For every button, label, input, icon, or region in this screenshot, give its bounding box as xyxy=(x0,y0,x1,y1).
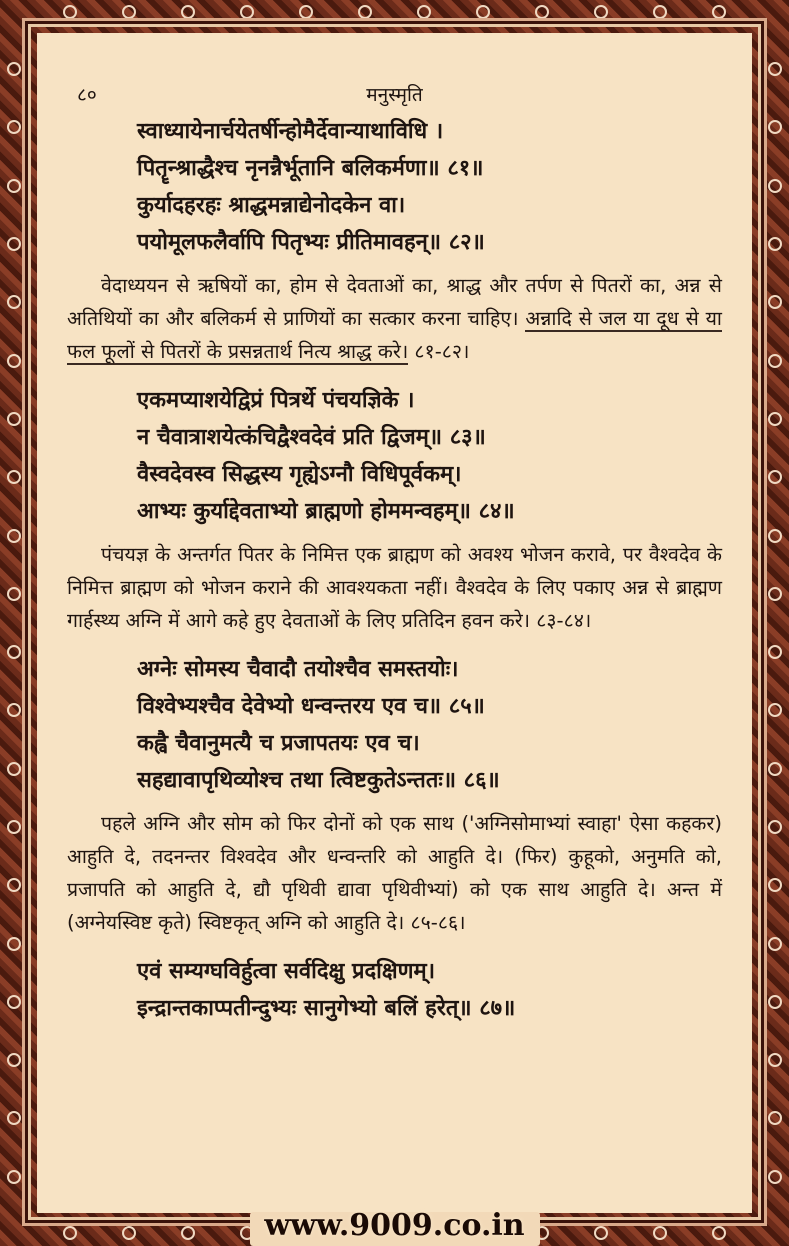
ornament-icon xyxy=(768,703,782,717)
verse-line: सहद्यावापृथिव्योश्च तथा त्विष्टकुतेऽन्ततः॥ ८६॥ xyxy=(137,768,500,793)
ornament-icon xyxy=(181,5,195,19)
ornament-icon xyxy=(768,179,782,193)
verse-line: अग्नेः सोमस्य चैवादौ तयोश्चैव समस्तयोः। xyxy=(137,657,459,682)
ornament-icon xyxy=(768,1111,782,1125)
ornament-icon xyxy=(768,878,782,892)
ornament-icon xyxy=(768,120,782,134)
ornament-icon xyxy=(768,995,782,1009)
ornament-icon xyxy=(7,237,21,251)
commentary-83-84 xyxy=(67,538,722,637)
ornament-icon xyxy=(768,295,782,309)
commentary-85-86 xyxy=(67,807,722,939)
ornament-icon xyxy=(63,5,77,19)
ornament-icon xyxy=(7,62,21,76)
ornament-icon xyxy=(476,5,490,19)
page-header xyxy=(67,73,722,107)
ornament-icon xyxy=(712,5,726,19)
commentary-81-82 xyxy=(67,269,722,368)
ornament-icon xyxy=(768,470,782,484)
ornament-icon xyxy=(768,645,782,659)
ornament-icon xyxy=(7,1111,21,1125)
commentary-ref: ८५-८६। xyxy=(410,911,466,934)
commentary-ref: ८३-८४। xyxy=(536,609,592,632)
ornament-icon xyxy=(7,1053,21,1067)
ornament-icon xyxy=(417,5,431,19)
ornament-icon xyxy=(7,1170,21,1184)
verse-line: कह्वै चैवानुमत्यै च प्रजापतयः एव च। xyxy=(137,731,420,756)
ornament-icon xyxy=(7,762,21,776)
frame-ornament-right xyxy=(766,40,784,1206)
book-page xyxy=(37,33,752,1213)
running-title: मनुस्मृति xyxy=(366,84,423,106)
ornament-icon xyxy=(7,878,21,892)
frame-ornament-top xyxy=(40,3,749,21)
commentary-underlined-text: अन्नादि से जल या दूध से या फल फूलों से पितरों के प्रसन्नतार्थ नित्य श्राद्ध करे। xyxy=(67,307,722,363)
ornament-icon xyxy=(7,645,21,659)
ornament-icon xyxy=(7,120,21,134)
ornament-icon xyxy=(7,995,21,1009)
ornament-icon xyxy=(768,62,782,76)
ornament-icon xyxy=(768,1053,782,1067)
ornament-icon xyxy=(768,354,782,368)
ornament-icon xyxy=(7,354,21,368)
ornament-icon xyxy=(768,529,782,543)
ornament-icon xyxy=(768,937,782,951)
ornament-icon xyxy=(240,5,254,19)
commentary-text: वेदाध्ययन से ऋषियों का, होम से देवताओं का, श्राद्ध और तर्पण से पितरों का, अन्न से अतिथियों का और बलिकर्म से प्राणियों का सत्कार करना चाहिए। xyxy=(67,274,722,330)
verse-line: वैस्वदेवस्व सिद्धस्य गृह्येऽग्नौ विधिपूर्वकम्। xyxy=(137,462,462,487)
ornament-icon xyxy=(653,5,667,19)
ornament-icon xyxy=(768,1170,782,1184)
ornament-icon xyxy=(7,587,21,601)
ornament-icon xyxy=(358,5,372,19)
verse-line: पितॄन्श्राद्धैश्च नृनन्नैर्भूतानि बलिकर्मणा॥ ८१॥ xyxy=(137,156,484,181)
page-number: ८० xyxy=(77,84,97,106)
ornament-icon xyxy=(768,237,782,251)
verse-line: विश्वेभ्यश्चैव देवेभ्यो धन्वन्तरय एव च॥ ८५॥ xyxy=(137,694,485,719)
verse-line: आभ्यः कुर्याद्देवताभ्यो ब्राह्मणो होममन्वहम्॥ ८४॥ xyxy=(137,499,515,524)
commentary-ref: ८१-८२। xyxy=(414,340,470,363)
verse-83-84 xyxy=(67,382,722,530)
verse-line: कुर्यादहरहः श्राद्धमन्नाद्येनोदकेन वा। xyxy=(137,193,406,218)
verse-85-86 xyxy=(67,651,722,799)
ornament-icon xyxy=(7,179,21,193)
frame-ornament-left xyxy=(5,40,23,1206)
ornament-icon xyxy=(768,762,782,776)
ornament-icon xyxy=(122,5,136,19)
ornament-icon xyxy=(7,295,21,309)
verse-line: एवं सम्यग्घविर्हुत्वा सर्वदिक्षु प्रदक्षिणम्। xyxy=(137,959,436,984)
ornament-icon xyxy=(7,937,21,951)
ornament-icon xyxy=(768,820,782,834)
ornament-icon xyxy=(7,529,21,543)
commentary-text: पंचयज्ञ के अन्तर्गत पितर के निमित्त एक ब्राह्मण को अवश्य भोजन करावे, पर वैश्वदेव के निमित्त ब्राह्मण को भोजन कराने की आवश्यकता नहीं। वैश्वदेव के लिए पकाए अन्न से ब्राह्मण गार्हस्थ्य अग्नि में आगे कहे हुए देवताओं के लिए प्रतिदिन हवन करे। xyxy=(67,543,722,632)
verse-line: पयोमूलफलैर्वापि पितृभ्यः प्रीतिमावहन्॥ ८२॥ xyxy=(137,230,485,255)
ornament-icon xyxy=(7,820,21,834)
ornament-icon xyxy=(299,5,313,19)
verse-line: इन्द्रान्तकाप्पतीन्दुभ्यः सानुगेभ्यो बलिं हरेत्॥ ८७॥ xyxy=(137,996,516,1021)
commentary-text: पहले अग्नि और सोम को फिर दोनों को एक साथ ('अग्निसोमाभ्यां स्वाहा' ऐसा कहकर) आहुति दे, तदनन्तर विश्वदेव और धन्वन्तरि को आहुति दे। (फिर) कुहूको, अनुमति को, प्रजापति को आहुति दे, द्यौ पृथिवी द्यावा पृथिवीभ्यां) को एक साथ आहुति दे। अन्त में (अग्नेयस्विष्ट कृते) स्विष्टकृत् अग्नि को आहुति दे। xyxy=(67,812,722,934)
ornament-icon xyxy=(768,412,782,426)
verse-87 xyxy=(67,953,722,1027)
verse-line: न चैवात्राशयेत्कंचिद्वैश्वदेवं प्रति द्विजम्॥ ८३॥ xyxy=(137,425,486,450)
ornament-icon xyxy=(7,412,21,426)
ornament-icon xyxy=(768,587,782,601)
verse-line: स्वाध्यायेनार्चयेतर्षीन्होमैर्देवान्याथाविधि । xyxy=(137,119,444,144)
website-watermark: www.9009.co.in xyxy=(264,1208,525,1243)
verse-81-82 xyxy=(67,113,722,261)
ornament-icon xyxy=(594,5,608,19)
ornament-icon xyxy=(7,703,21,717)
verse-line: एकमप्याशयेद्विप्रं पित्रर्थे पंचयज्ञिके । xyxy=(137,388,415,413)
ornament-icon xyxy=(535,5,549,19)
ornament-icon xyxy=(7,470,21,484)
